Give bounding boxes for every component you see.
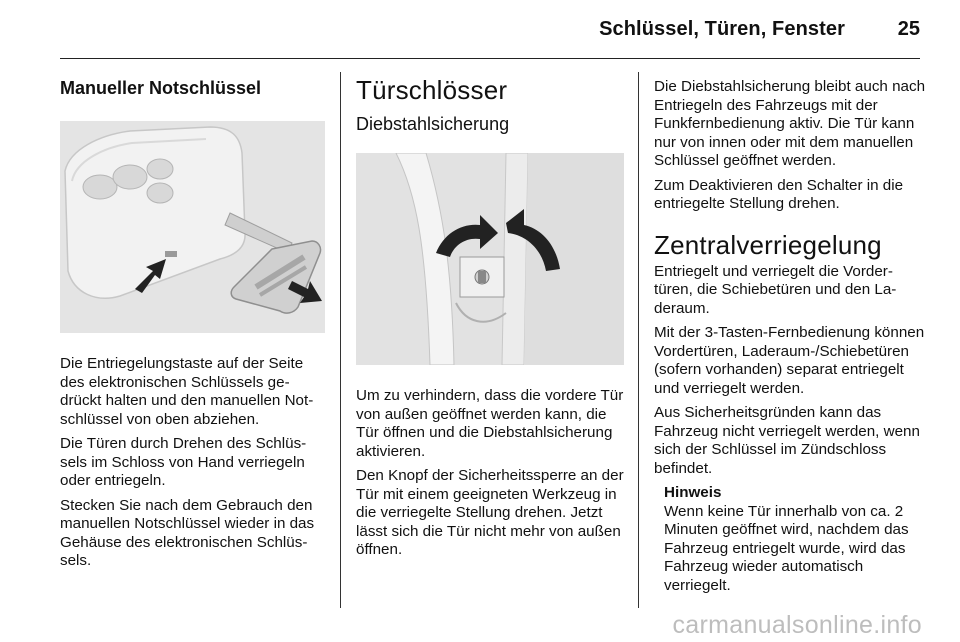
column-divider-1: [340, 72, 341, 608]
paragraph: Zum Deaktivieren den Schalter in die entriegelte Stellung drehen.: [654, 176, 904, 212]
column-divider-2: [638, 72, 639, 608]
section-title-tuerschloesser: Türschlösser: [356, 75, 508, 105]
paragraph: Die Diebstahlsicherung bleibt auch nach Entriegeln des Fahrzeugs mit der Funkfernbedienung aktiv. Die Tür kann nur von innen oder mit dem manuellen Schlüssel geöffnet werden.: [654, 78, 926, 169]
section-heading-notschluessel: Manueller Notschlüssel: [60, 78, 262, 98]
paragraph: Um zu verhindern, dass die vordere Tür von außen geöffnet werden kann, die Tür öffnen und die Diebstahlsicherung aktivieren.: [356, 387, 624, 460]
watermark: carmanualsonline.info: [672, 611, 922, 639]
section-title-zentralverriegelung: Zentralverriegelung: [654, 229, 882, 260]
paragraph: Aus Sicherheitsgründen kann das Fahrzeug nicht verriegelt werden, wenn sich der Schlüssel im Zündschloss befindet.: [654, 404, 920, 477]
column-2: [356, 72, 624, 566]
door-lock-illustration: [356, 153, 624, 365]
header-rule: [60, 58, 920, 59]
note-box: [664, 484, 926, 595]
paragraph: Stecken Sie nach dem Gebrauch den manuellen Notschlüssel wieder in das Gehäuse des elektronischen Schlüssels.: [60, 496, 315, 569]
paragraph: Die Entriegelungstaste auf der Seite des elektronischen Schlüssels gedrückt halten und den manuellen Notschlüssel von oben abziehen.: [60, 355, 314, 428]
subheading-diebstahlsicherung: Diebstahlsicherung: [356, 114, 510, 134]
key-illustration: [60, 121, 325, 333]
column-1: [60, 72, 325, 577]
paragraph: Den Knopf der Sicherheitssperre an der Tür mit einem geeigneten Werkzeug in die verriegelte Stellung drehen. Jetzt lässt sich die Tür nicht mehr von außen öffnen.: [356, 467, 624, 558]
paragraph: Die Türen durch Drehen des Schlüssels im Schloss von Hand verriegeln oder entriegeln.: [60, 435, 307, 489]
note-label: Hinweis: [664, 484, 722, 501]
paragraph: Entriegelt und verriegelt die Vordertüren, die Schiebetüren und den Laderaum.: [654, 262, 897, 317]
note-text: Wenn keine Tür innerhalb von ca. 2 Minuten geöffnet wird, nachdem das Fahrzeug entriegelt wurde, wird das Fahrzeug wieder automatisch verriegelt.: [664, 502, 909, 594]
page-number: 25: [897, 18, 920, 40]
paragraph: Mit der 3-Tasten-Fernbedienung können Vordertüren, Laderaum-/Schiebetüren (sofern vorhanden) separat entriegelt und verriegelt werden.: [654, 324, 925, 397]
column-3: [654, 72, 926, 595]
header-title: Schlüssel, Türen, Fenster: [599, 18, 845, 40]
